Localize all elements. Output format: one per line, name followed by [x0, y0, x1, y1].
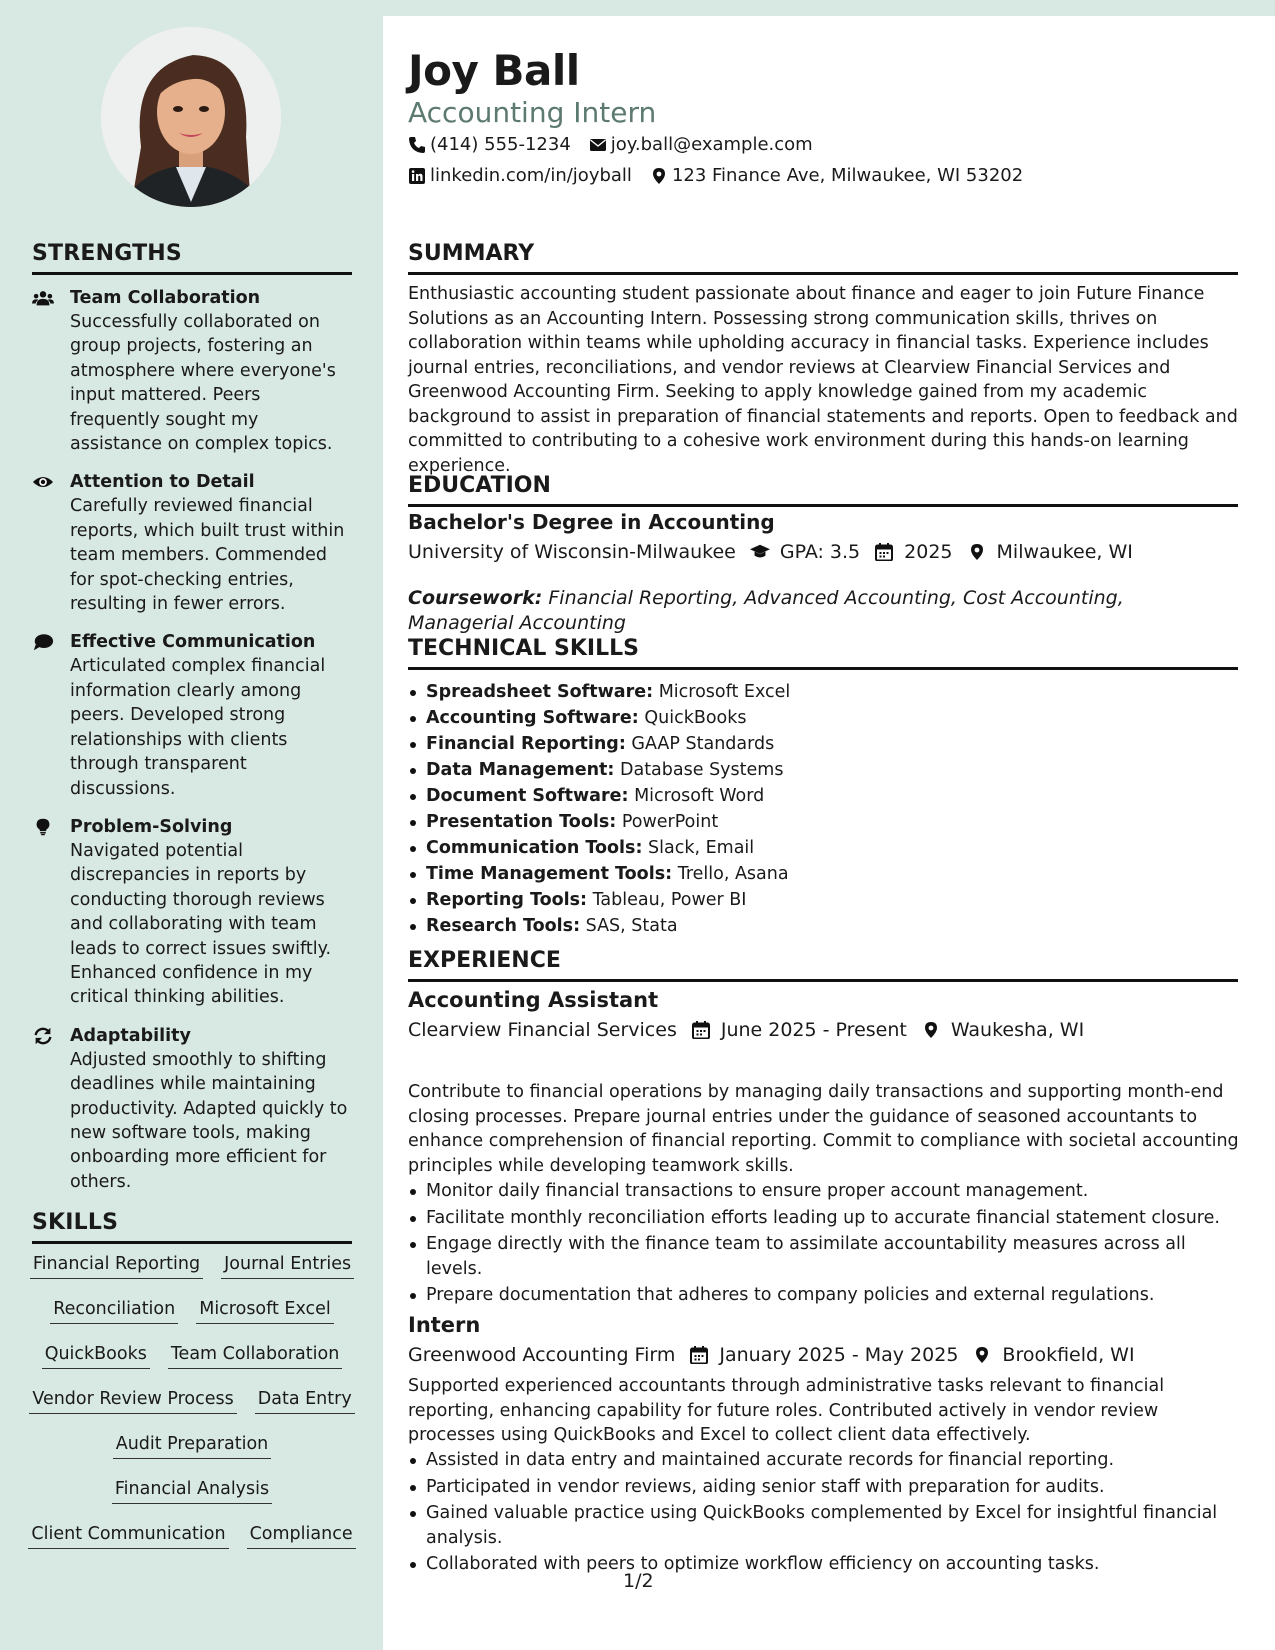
- job-bullets: [408, 1179, 1243, 1310]
- list-item: Spreadsheet Software: Microsoft Excel: [408, 679, 1243, 705]
- skill-chip: Vendor Review Process: [29, 1388, 236, 1414]
- coursework-list: Financial Reporting, Advanced Accounting, Cost Accounting, Managerial Accounting: [408, 587, 1124, 634]
- strengths-list: [32, 286, 354, 1208]
- strength-item: [32, 470, 354, 616]
- skill-chip: Reconciliation: [50, 1298, 178, 1324]
- technical-skills-list: [408, 679, 1243, 939]
- refresh-icon: [32, 1027, 54, 1045]
- list-item: Engage directly with the finance team to assimilate accountability measures across all levels.: [408, 1232, 1243, 1281]
- skill-chip: Financial Reporting: [30, 1253, 203, 1279]
- graduation-cap-icon: [750, 543, 770, 561]
- list-item: Gained valuable practice using QuickBooks complemented by Excel for insightful financial analysis.: [408, 1501, 1243, 1550]
- list-item: Time Management Tools: Trello, Asana: [408, 861, 1243, 887]
- strength-title: Team Collaboration: [70, 288, 261, 308]
- phone-icon: [408, 136, 426, 154]
- location-pin-icon: [650, 167, 668, 185]
- email-icon: [589, 136, 607, 154]
- skill-chip: Compliance: [247, 1523, 356, 1549]
- summary-text: Enthusiastic accounting student passionate about finance and eager to join Future Finance Solutions as an Accounting Intern. Possessing strong communication skills, thrives on collaboration within teams while upholding accuracy in financial tasks. Experience includes journal entries, reconciliations, and vendor reviews at Clearview Financial Services and Greenwood Accounting Firm. Seeking to apply knowledge gained from my academic background to assist in preparation of financial statements and reports. Open to feedback and committed to contributing to a cohesive work environment during this hands-on learning experience.: [408, 284, 1238, 476]
- list-item: Collaborated with peers to optimize workflow efficiency on accounting tasks.: [408, 1552, 1243, 1577]
- contact-row-2: [408, 165, 1041, 186]
- skill-chip: Microsoft Excel: [196, 1298, 334, 1324]
- list-item: Data Management: Database Systems: [408, 757, 1243, 783]
- job-bullets: [408, 1448, 1243, 1579]
- list-item: Document Software: Microsoft Word: [408, 783, 1243, 809]
- job-location: Waukesha, WI: [950, 1019, 1085, 1041]
- company-name: Greenwood Accounting Firm: [408, 1344, 676, 1366]
- experience-heading: EXPERIENCE: [408, 948, 1238, 982]
- list-item: Research Tools: SAS, Stata: [408, 913, 1243, 939]
- school-name: University of Wisconsin-Milwaukee: [408, 541, 736, 563]
- location-pin-icon: [921, 1021, 941, 1039]
- strength-item: [32, 286, 354, 456]
- address-text: 123 Finance Ave, Milwaukee, WI 53202: [671, 165, 1024, 186]
- degree-title: Bachelor's Degree in Accounting: [408, 510, 775, 534]
- job-meta: [408, 1019, 1098, 1041]
- speech-bubble-icon: [32, 633, 54, 651]
- summary-heading: SUMMARY: [408, 241, 1238, 275]
- grad-year: 2025: [904, 541, 953, 563]
- list-item: Prepare documentation that adheres to company policies and external regulations.: [408, 1283, 1243, 1308]
- strength-desc: Adjusted smoothly to shifting deadlines while maintaining productivity. Adapted quickly to new software tools, making onboarding more efficient for others.: [70, 1049, 348, 1192]
- strength-item: [32, 630, 354, 800]
- job-meta: [408, 1344, 1149, 1366]
- calendar-icon: [691, 1021, 711, 1039]
- strength-desc: Navigated potential discrepancies in reports by conducting thorough reviews and collaborating with team leads to correct issues swiftly. Enhanced confidence in my critical thinking abilities.: [70, 840, 332, 1008]
- list-item: Assisted in data entry and maintained accurate records for financial reporting.: [408, 1448, 1243, 1473]
- strength-item: [32, 815, 354, 1010]
- job-title: Accounting Assistant: [408, 988, 659, 1012]
- skill-chip: Client Communication: [28, 1523, 228, 1549]
- list-item: Participated in vendor reviews, aiding senior staff with preparation for audits.: [408, 1475, 1243, 1500]
- education-meta: [408, 541, 1147, 563]
- coursework-label: Coursework:: [408, 587, 543, 609]
- skill-chip: QuickBooks: [42, 1343, 150, 1369]
- list-item: Presentation Tools: PowerPoint: [408, 809, 1243, 835]
- contact-row-1: [408, 134, 831, 155]
- school-location: Milwaukee, WI: [996, 541, 1133, 563]
- strength-title: Problem-Solving: [70, 816, 233, 837]
- skill-chip: Journal Entries: [221, 1253, 354, 1279]
- company-name: Clearview Financial Services: [408, 1019, 677, 1041]
- sidebar: [0, 0, 383, 1650]
- job-description: Supported experienced accountants through administrative tasks relevant to financial reporting, enhancing capability for future roles. Contributed actively in vendor review processes using QuickBooks and Excel to collect client data effectively.: [408, 1376, 1165, 1445]
- skills-list: [32, 1253, 352, 1568]
- profile-photo: [101, 27, 281, 207]
- job-title: Intern: [408, 1313, 481, 1337]
- skill-chip: Financial Analysis: [112, 1478, 272, 1504]
- strength-desc: Articulated complex financial information clearly among peers. Developed strong relationships with clients through transparent discussions.: [70, 656, 326, 799]
- email-text: joy.ball@example.com: [610, 134, 813, 155]
- list-item: Facilitate monthly reconciliation efforts leading up to accurate financial statement closure.: [408, 1206, 1243, 1231]
- job-description: Contribute to financial operations by managing daily transactions and supporting month-end closing processes. Prepare journal entries under the guidance of seasoned accountants to enhance comprehension of financial reporting. Commit to compliance with societal accounting principles while developing teamwork skills.: [408, 1082, 1239, 1176]
- job-dates: June 2025 - Present: [720, 1019, 907, 1041]
- strength-title: Adaptability: [70, 1025, 191, 1046]
- job-location: Brookfield, WI: [1002, 1344, 1135, 1366]
- location-pin-icon: [967, 543, 987, 561]
- location-pin-icon: [972, 1346, 992, 1364]
- strength-title: Attention to Detail: [70, 472, 255, 493]
- strength-item: [32, 1024, 354, 1194]
- skill-chip: Audit Preparation: [113, 1433, 272, 1459]
- education-heading: EDUCATION: [408, 473, 1238, 507]
- list-item: Reporting Tools: Tableau, Power BI: [408, 887, 1243, 913]
- skills-heading: SKILLS: [32, 1210, 352, 1244]
- lightbulb-icon: [32, 818, 54, 836]
- portrait-image: [101, 27, 281, 207]
- job-dates: January 2025 - May 2025: [719, 1344, 959, 1366]
- eye-icon: [32, 473, 54, 491]
- linkedin-text: linkedin.com/in/joyball: [430, 165, 632, 186]
- strength-desc: Successfully collaborated on group projects, fostering an atmosphere where everyone's input mattered. Peers frequently sought my assistance on complex topics.: [70, 312, 336, 455]
- list-item: Communication Tools: Slack, Email: [408, 835, 1243, 861]
- candidate-name: Joy Ball: [408, 46, 580, 95]
- linkedin-icon: [408, 167, 426, 185]
- skill-chip: Data Entry: [255, 1388, 355, 1414]
- strength-desc: Carefully reviewed financial reports, which built trust within team members. Commended for spot-checking entries, resulting in fewer errors.: [70, 496, 345, 615]
- candidate-role: Accounting Intern: [408, 96, 657, 129]
- list-item: Monitor daily financial transactions to ensure proper account management.: [408, 1179, 1243, 1204]
- calendar-icon: [874, 543, 894, 561]
- page-number: 1/2: [623, 1570, 654, 1592]
- technical-skills-heading: TECHNICAL SKILLS: [408, 636, 1238, 670]
- list-item: Financial Reporting: GAAP Standards: [408, 731, 1243, 757]
- calendar-icon: [689, 1346, 709, 1364]
- main-content: [383, 16, 1275, 1650]
- strength-title: Effective Communication: [70, 632, 316, 653]
- gpa-text: GPA: 3.5: [779, 541, 861, 563]
- phone-text: (414) 555-1234: [430, 134, 571, 155]
- list-item: Accounting Software: QuickBooks: [408, 705, 1243, 731]
- users-icon: [32, 289, 54, 307]
- skill-chip: Team Collaboration: [168, 1343, 342, 1369]
- coursework: [408, 586, 1208, 636]
- strengths-heading: STRENGTHS: [32, 241, 352, 275]
